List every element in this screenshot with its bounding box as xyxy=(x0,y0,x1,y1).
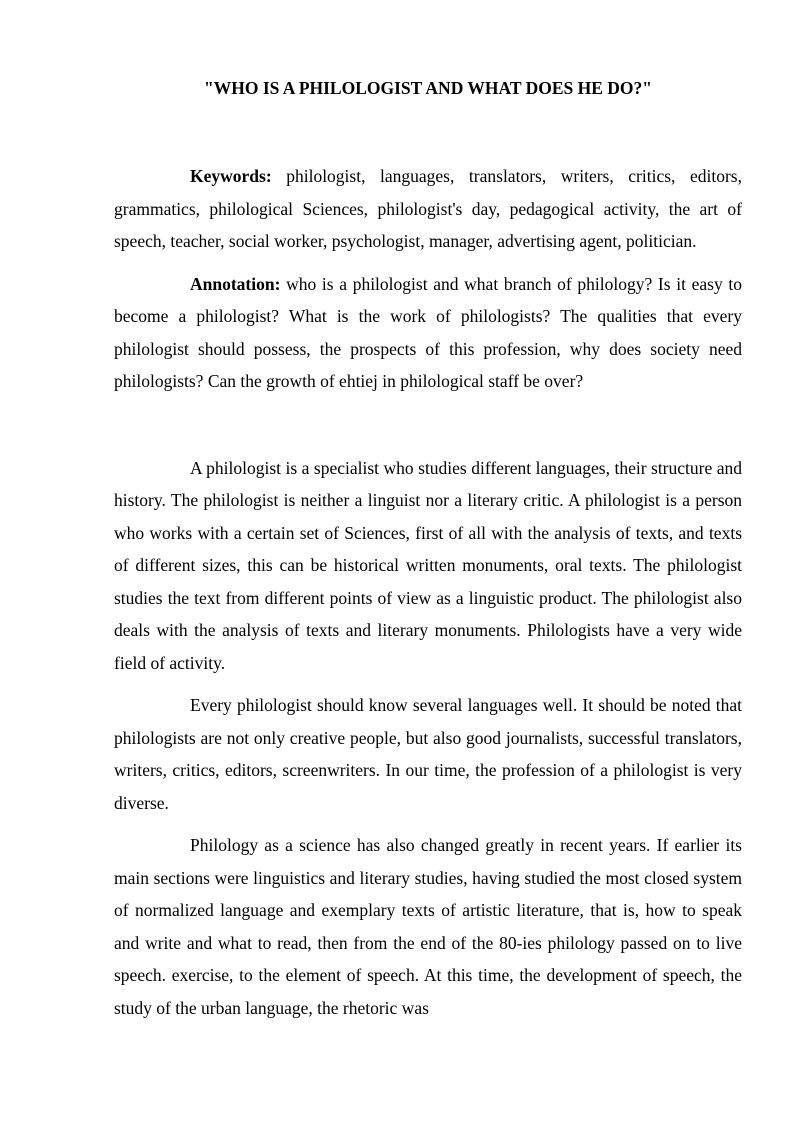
body-paragraph-1: A philologist is a specialist who studies different languages, their structure and history. The philologist is neither a linguist nor a literary critic. A philologist is a person who works with a certain set of Sciences, first of all with the analysis of texts, and texts of different sizes, this can be historical written monuments, oral texts. The philologist studies the text from different points of view as a linguistic product. The philologist also deals with the analysis of texts and literary monuments. Philologists have a very wide field of activity. xyxy=(114,457,742,673)
annotation-label: Annotation: xyxy=(190,273,281,294)
body-paragraph-3: Philology as a science has also changed greatly in recent years. If earlier its main sections were linguistics and literary studies, having studied the most closed system of normalized language and exemplary texts of artistic literature, that is, how to speak and write and what to read, then from the end of the 80-ies philology passed on to live speech. exercise, to the element of speech. At this time, the development of speech, the study of the urban language, the rhetoric was xyxy=(114,835,742,1018)
annotation-text: who is a philologist and what branch of philology? Is it easy to become a philologist? What is the work of philologists? The qualities that every philologist should possess, the prospects of this profession, why does society need philologists? Can the growth of ehtiej in philological staff be over? xyxy=(114,273,742,391)
annotation-paragraph xyxy=(114,268,742,398)
keywords-label: Keywords: xyxy=(190,166,272,186)
keywords-paragraph xyxy=(114,160,742,258)
body-paragraph-2: Every philologist should know several languages well. It should be noted that philologists are not only creative people, but also good journalists, successful translators, writers, critics, editors, screenwriters. In our time, the profession of a philologist is very diverse. xyxy=(114,695,742,813)
document-page xyxy=(114,72,742,1034)
document-title: "WHO IS A PHILOLOGIST AND WHAT DOES HE DO?" xyxy=(204,78,652,98)
keywords-text: philologist, languages, translators, writers, critics, editors, grammatics, philological Sciences, philologist's day, pedagogical activity, the art of speech, teacher, social worker, psychologist, manager, advertising agent, politician. xyxy=(114,166,742,251)
